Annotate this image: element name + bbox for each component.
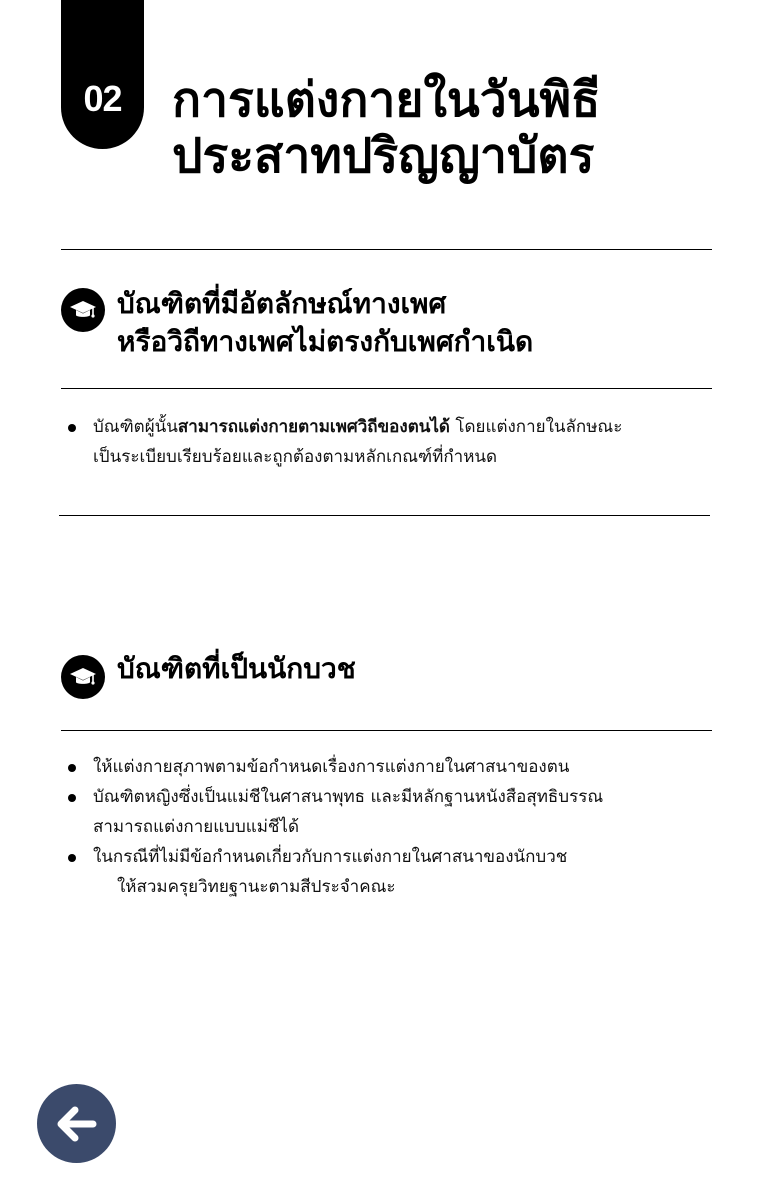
list-item-line: เป็นระเบียบเรียบร้อยและถูกต้องตามหลักเกณฑ์ที่กำหนด xyxy=(93,447,498,467)
list-item-line: ให้แต่งกายสุภาพตามข้อกำหนดเรื่องการแต่งกายในศาสนาของตน xyxy=(93,757,570,777)
page-title xyxy=(172,72,742,184)
list-item xyxy=(61,752,701,782)
divider xyxy=(59,515,710,516)
page-title-line-2: ประสาทปริญญาบัตร xyxy=(172,128,595,184)
section-1-title-line-2: หรือวิถีทางเพศไม่ตรงกับเพศกำเนิด xyxy=(117,325,534,358)
section-1-title xyxy=(117,285,717,361)
section-1-title-line-1: บัณฑิตที่มีอัตลักษณ์ทางเพศ xyxy=(117,287,447,320)
graduation-cap-icon xyxy=(61,288,105,332)
divider xyxy=(61,388,712,389)
list-item-line: ในกรณีที่ไม่มีข้อกำหนดเกี่ยวกับการแต่งกายในศาสนาของนักบวช xyxy=(93,847,568,867)
back-button[interactable] xyxy=(37,1084,116,1163)
section-number-badge xyxy=(61,0,144,149)
section-2-title: บัณฑิตที่เป็นนักบวช xyxy=(117,652,356,685)
page-title-line-1: การแต่งกายในวันพิธี xyxy=(172,72,601,128)
list-item xyxy=(61,412,701,472)
section-2-bullet-list xyxy=(61,752,701,902)
list-item-line: สามารถแต่งกายแบบแม่ชีได้ xyxy=(93,817,300,837)
list-item xyxy=(61,782,701,842)
section-1-bullet-list xyxy=(61,412,701,472)
list-item-line: ให้สวมครุยวิทยฐานะตามสีประจำคณะ xyxy=(117,877,396,897)
list-item-line: บัณฑิตหญิงซึ่งเป็นแม่ชีในศาสนาพุทธ และมีหลักฐานหนังสือสุทธิบรรณ xyxy=(93,787,604,807)
bullet-text: โดยแต่งกายในลักษณะ xyxy=(449,417,623,437)
list-item xyxy=(61,842,701,902)
arrow-left-icon xyxy=(55,1104,99,1144)
divider xyxy=(61,249,712,250)
bullet-emphasis: สามารถแต่งกายตามเพศวิถีของตนได้ xyxy=(177,417,450,437)
divider xyxy=(61,730,712,731)
list-item-line xyxy=(93,412,701,442)
graduation-cap-icon xyxy=(61,655,105,699)
bullet-text: บัณฑิตผู้นั้น xyxy=(93,417,178,437)
section-number: 02 xyxy=(83,78,122,119)
